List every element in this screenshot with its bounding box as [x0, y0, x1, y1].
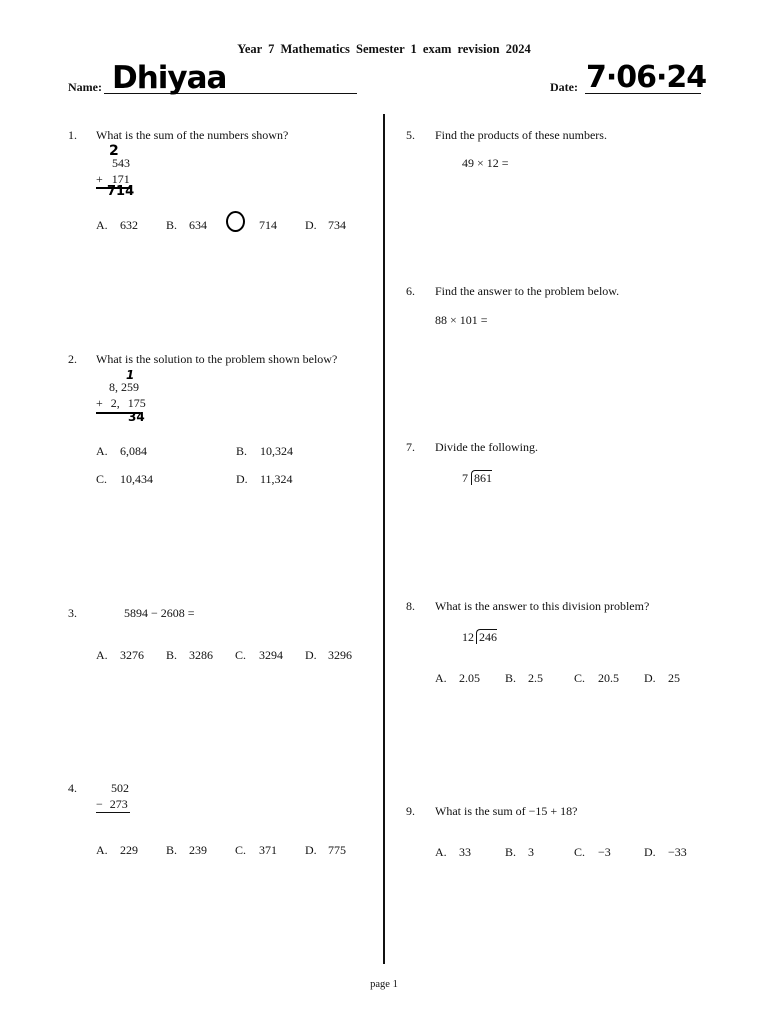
option-d-letter: D. — [305, 843, 317, 857]
question-prompt: What is the answer to this division problem? — [435, 599, 650, 613]
option-c-value: 20.5 — [598, 671, 619, 685]
question-prompt: What is the sum of the numbers shown? — [96, 128, 289, 142]
option-a-value: 6,084 — [120, 444, 147, 458]
option-d-letter: D. — [236, 472, 248, 486]
expression: 5894 − 2608 = — [124, 606, 195, 620]
option-b-letter: B. — [505, 671, 517, 685]
expression: 88 × 101 = — [435, 313, 488, 327]
option-d-value: 3296 — [328, 648, 352, 662]
addend-2: + 2, 175 — [96, 396, 146, 410]
option-a-letter: A. — [96, 444, 108, 458]
option-d-value: 734 — [328, 218, 346, 232]
option-a-letter: A. — [96, 843, 108, 857]
question-number: 9. — [406, 804, 415, 818]
divisor: 12 — [462, 630, 474, 644]
option-b-value: 10,324 — [260, 444, 293, 458]
question-prompt: What is the solution to the problem shown below? — [96, 352, 338, 366]
carry-digit: 1 — [126, 368, 135, 382]
long-division-bracket — [471, 470, 492, 485]
question-prompt: Divide the following. — [435, 440, 538, 454]
option-c-value: 714 — [259, 218, 277, 232]
option-d-letter: D. — [305, 648, 317, 662]
option-c-value: −3 — [598, 845, 611, 859]
page-title: Year 7 Mathematics Semester 1 exam revision 2024 — [237, 42, 531, 56]
option-d-value: 11,324 — [260, 472, 293, 486]
question-number: 5. — [406, 128, 415, 142]
option-b-letter: B. — [166, 218, 178, 232]
option-d-value: 775 — [328, 843, 346, 857]
page-number: page 1 — [370, 979, 398, 990]
option-a-value: 229 — [120, 843, 138, 857]
expression: 49 × 12 = — [462, 156, 509, 170]
option-b-letter: B. — [236, 444, 248, 458]
option-b-value: 239 — [189, 843, 207, 857]
option-c-letter: C. — [574, 671, 586, 685]
option-b-letter: B. — [166, 843, 178, 857]
question-prompt: What is the sum of −15 + 18? — [435, 804, 578, 818]
handwritten-answer: 714 — [107, 184, 135, 199]
subtrahend: − 273 — [96, 797, 128, 811]
divisor: 7 — [462, 471, 468, 485]
difference-line — [96, 812, 130, 813]
addend-1: 543 — [112, 156, 130, 170]
option-b-value: 2.5 — [528, 671, 543, 685]
option-b-letter: B. — [505, 845, 517, 859]
option-a-value: 33 — [459, 845, 471, 859]
question-prompt: Find the answer to the problem below. — [435, 284, 620, 298]
date-handwriting: 7·06·24 — [586, 60, 707, 95]
dividend: 246 — [479, 630, 497, 644]
question-number: 8. — [406, 599, 415, 613]
question-number: 6. — [406, 284, 415, 298]
carry-digit: 2 — [109, 143, 119, 159]
name-label: Name: — [68, 80, 102, 94]
question-number: 2. — [68, 352, 77, 366]
question-number: 4. — [68, 781, 77, 795]
name-handwriting: Dhiyaa — [112, 60, 227, 96]
option-b-value: 3286 — [189, 648, 213, 662]
option-c-letter: C. — [235, 648, 247, 662]
option-d-letter: D. — [305, 218, 317, 232]
circled-option-c — [226, 211, 245, 232]
option-c-value: 3294 — [259, 648, 283, 662]
option-c-value: 10,434 — [120, 472, 153, 486]
option-c-value: 371 — [259, 843, 277, 857]
question-prompt: Find the products of these numbers. — [435, 128, 607, 142]
option-d-value: 25 — [668, 671, 680, 685]
option-a-value: 632 — [120, 218, 138, 232]
dividend: 861 — [474, 471, 492, 485]
addend-2: + 171 — [96, 172, 130, 186]
option-c-letter: C. — [574, 845, 586, 859]
minuend: 502 — [111, 781, 129, 795]
option-a-value: 2.05 — [459, 671, 480, 685]
option-c-letter: C. — [96, 472, 108, 486]
option-d-letter: D. — [644, 845, 656, 859]
option-a-value: 3276 — [120, 648, 144, 662]
column-divider — [383, 114, 385, 964]
question-number: 1. — [68, 128, 77, 142]
option-a-letter: A. — [435, 671, 447, 685]
option-b-value: 3 — [528, 845, 534, 859]
option-b-value: 634 — [189, 218, 207, 232]
option-a-letter: A. — [96, 648, 108, 662]
long-division-bracket — [476, 629, 497, 644]
option-d-value: −33 — [668, 845, 687, 859]
question-number: 3. — [68, 606, 77, 620]
question-number: 7. — [406, 440, 415, 454]
option-b-letter: B. — [166, 648, 178, 662]
handwritten-answer: 34 — [128, 410, 145, 424]
option-a-letter: A. — [96, 218, 108, 232]
option-c-letter: C. — [235, 843, 247, 857]
date-label: Date: — [550, 80, 578, 94]
option-d-letter: D. — [644, 671, 656, 685]
addend-1: 8, 259 — [109, 380, 139, 394]
option-a-letter: A. — [435, 845, 447, 859]
